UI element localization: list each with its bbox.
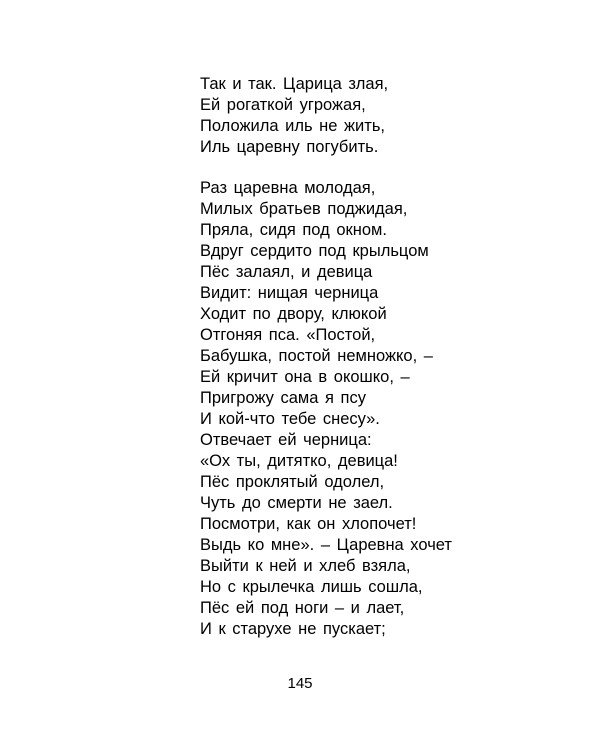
poem-text — [200, 74, 520, 640]
poem-line: Видит: нищая черница — [200, 284, 379, 302]
poem-line: Выйти к ней и хлеб взяла, — [200, 557, 411, 575]
poem-line: Но с крылечка лишь сошла, — [200, 578, 423, 596]
poem-line: Посмотри, как он хлопочет! — [200, 515, 417, 533]
poem-line: Пригрожу сама я псу — [200, 389, 366, 407]
poem-line: Пёс залаял, и девица — [200, 263, 373, 281]
poem-line: Вдруг сердито под крыльцом — [200, 242, 429, 260]
poem-line: Отгоняя пса. «Постой, — [200, 326, 376, 344]
poem-line: Положила иль не жить, — [200, 117, 386, 135]
poem-line: Милых братьев поджидая, — [200, 200, 408, 218]
page-number: 145 — [287, 675, 313, 692]
stanza-1 — [200, 74, 520, 158]
poem-line: «Ох ты, дитятко, девица! — [200, 452, 398, 470]
poem-line: Чуть до смерти не заел. — [200, 494, 393, 512]
poem-line: Раз царевна молодая, — [200, 179, 376, 197]
poem-line: Выдь ко мне». – Царевна хочет — [200, 536, 452, 554]
poem-line: Отвечает ей черница: — [200, 431, 372, 449]
poem-line: Так и так. Царица злая, — [200, 75, 389, 93]
poem-line: Пёс проклятый одолел, — [200, 473, 385, 491]
stanza-2 — [200, 178, 520, 640]
poem-line: Пёс ей под ноги – и лает, — [200, 599, 405, 617]
poem-line: Бабушка, постой немножко, – — [200, 347, 433, 365]
poem-line: И к старухе не пускает; — [200, 620, 386, 638]
poem-line: Иль царевну погубить. — [200, 138, 379, 156]
poem-line: Ходит по двору, клюкой — [200, 305, 387, 323]
poem-line: Ей рогаткой угрожая, — [200, 96, 366, 114]
poem-line: И кой-что тебе снесу». — [200, 410, 380, 428]
poem-line: Ей кричит она в окошко, – — [200, 368, 410, 386]
poem-line: Пряла, сидя под окном. — [200, 221, 387, 239]
